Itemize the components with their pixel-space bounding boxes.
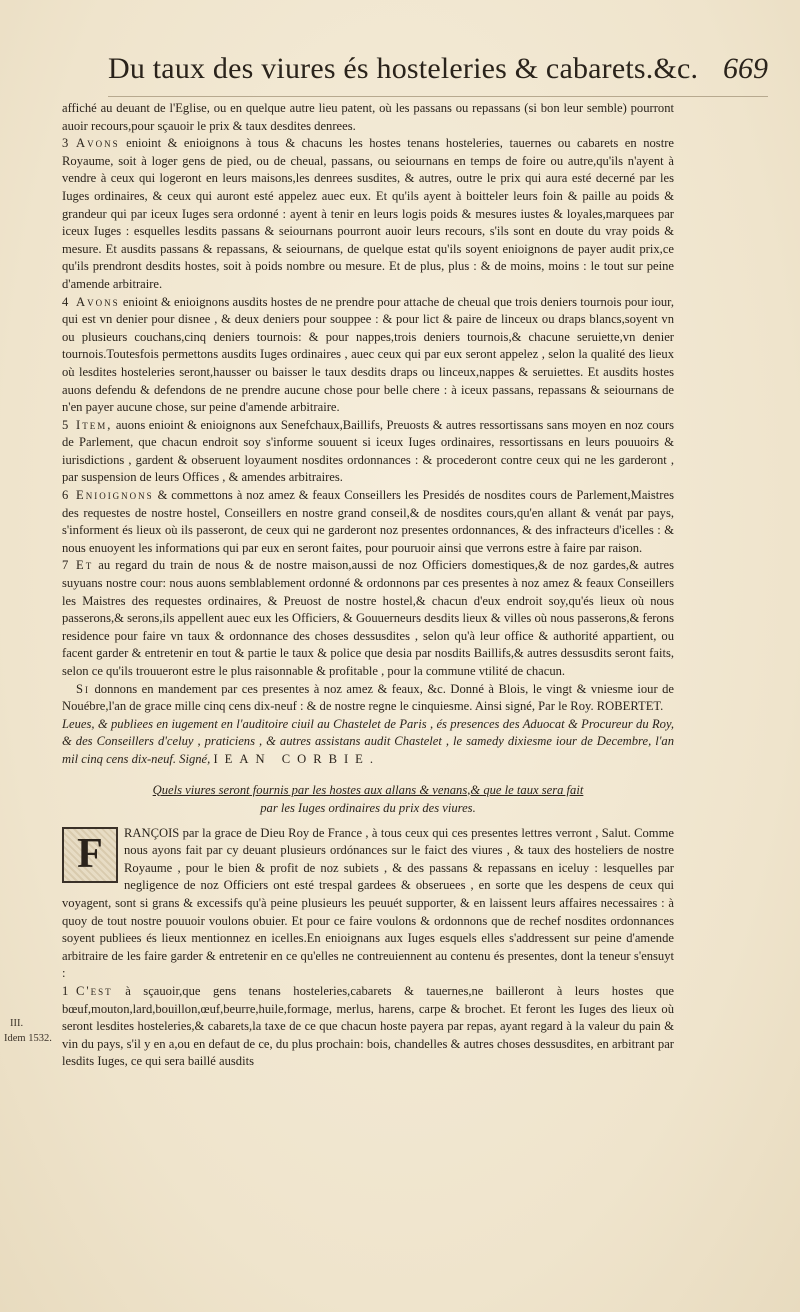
- registration-note: [62, 716, 674, 769]
- paragraph-text: donnons en mandement par ces presentes à noz amez & feaux, &c. Donné à Blois, le vingt & vniesme iour de Nouébre,l'an de grace mille cinq cens dix-neuf : & de nostre regne le cinquiesme. Ainsi signé, Par le Roy. ROBERTET.: [62, 681, 674, 714]
- decree-opening: [62, 825, 674, 983]
- ornamental-drop-cap: F: [62, 827, 118, 883]
- margin-note-roman: III.: [10, 1018, 24, 1029]
- registration-text: Leues, & publiees en iugement en l'auditoire ciuil au Chastelet de Paris , és presences des Aduocat & Procureur du Roy, & des Conseillers d'celuy , praticiens , & autres assistans audit Chastelet , le samedy dixiesme iour de Decembre, l'an mil cinq cens dix-neuf.: [62, 716, 674, 766]
- paragraph-6: [62, 487, 674, 557]
- paragraph-1: [62, 983, 674, 1071]
- paragraph-number: 1: [62, 983, 69, 998]
- paragraph-lead: Avons: [76, 294, 120, 309]
- paragraph-lead: Enioignons: [76, 488, 154, 503]
- paragraph-lead: Et: [76, 558, 94, 573]
- decree-text: RANÇOIS par la grace de Dieu Roy de France , à tous ceux qui ces presentes lettres verront , Salut. Comme nous ayons fait par cy deuant plusieurs ordónances sur le faict des viures , & taux des hosteliers de nostre Royaume , pour le bien & profit de noz subiets , & des passans & repassans en iceluy : lesquelles par negligence de noz Officiers ont esté trespal gardees & obseruees , en sorte que les despens de ceux qui voyagent, sont si grans & excessifs qu'à peine plusieurs les peuuét supporter, & en laissent leurs affaires necessaires : à quoy de tout nostre pouuoir voulons obuier. Et pour ce faire voulons & ordonnons que de rechef nosdites ordonnances soyent publiees és lieux mentionnez en icelles.En enioignans aux Iuges esquels elles s'addressent sur peine d'amende arbitraire de les faire garder & entretenir en ce qu'elles ne contreuiennent au contenu és presentes, dont la teneur s'ensuyt :: [62, 825, 674, 981]
- paragraph-number: 6: [62, 488, 69, 503]
- paragraph-text: auons enioint & enioignons aux Senefchaux,Baillifs, Preuosts & autres ressortissans sans moyen en noz cours de Parlement, que chacun endroit soy s'informe souuent si iceux Iuges ordinaires, ressortissans en leurs pouuoirs & iurisdictions , gardent & obseruent loyaument nosdites ordonnances : & procederont contre ceux qui ne les garderont , par suspension de leurs Offices , & amendes arbitraires.: [62, 417, 674, 485]
- signed-label: Signé,: [179, 751, 211, 766]
- margin-note-year: Idem 1532.: [4, 1033, 52, 1044]
- running-title: Du taux des viures és hosteleries & cabarets.&c.: [108, 52, 699, 85]
- paragraph-number: 3: [62, 136, 69, 151]
- paragraph-number: 7: [62, 558, 69, 573]
- paragraph-lead: C'est: [76, 983, 113, 998]
- paragraph-mandate: [62, 681, 674, 716]
- page-header: [108, 52, 768, 97]
- paragraph-3: [62, 135, 674, 293]
- paragraph-lead: Si: [76, 681, 91, 696]
- paragraph-text: enioint & enioignons ausdits hostes de ne prendre pour attache de cheual que trois deniers tournois pour iour, qui est vn denier pour disnee , & deux deniers pour souppee : & pour lict & paire de linceux ou draps blancs,soyent vn ou plusieurs couchans,cinq deniers tournois: & pour nappes,trois deniers tournois,& chacune seruiette,vn denier tournois.Toutesfois permettons ausdits Iuges ordinaires , auec ceux qui par eux seront appelez , selon la qualité des lieux où lesdites hosteleries seront,hausser ou baisser le taux desdits draps ou linceux,nappes & seruiettes. Et ausdits hostes auons defendu & defendons de ne prendre aucune chose pour belle chere : à iceux passans, repassans & seiournans de n'en payer aucune chose, sur peine d'amende arbitraire.: [62, 294, 674, 415]
- paragraph-number: 4: [62, 294, 69, 309]
- page-number: 669: [723, 52, 768, 85]
- subtitle-line-1: Quels viures seront fournis par les hostes aux allans & venans,& que le taux sera fait: [152, 782, 584, 797]
- paragraph-text: à sçauoir,que gens tenans hosteleries,cabarets & tauernes,ne bailleront à leurs hostes que bœuf,mouton,lard,bouillon,œuf,beurre,huile,formage, merlus, harens, carpe & brochet. Et feront les Iuges des lieux où seront lesdites hosteleries,& cabarets,la taxe de ce que chacun hoste payera par repas, ayant regard à la valeur du pain & vin du pays, s'il y en a,ou en defaut de ce, du plus prochain: bois, chandelles & autres choses dessusdites, en arbitrant par lesdits Iuges, ce qui sera baillé ausdits: [62, 983, 674, 1069]
- signature: IEAN CORBIE.: [213, 751, 381, 766]
- paragraph-4: [62, 294, 674, 417]
- paragraph-5: [62, 417, 674, 487]
- paragraph-text: & commettons à noz amez & feaux Conseillers les Presidés de nosdites cours de Parlement,Maistres des requestes de nostre hostel, Conseillers en nostre grand conseil,& de nosdites cours,qu'en allant & venát par pays, s'informent és lieux où ils passeront, de ceux qui ne garderont noz presentes ordonnances, & des infracteurs d'icelles : & nous enuoyent les informations qui par eux en seront faites, pour pouruoir ainsi que verrons estre à faire par raison.: [62, 488, 674, 555]
- paragraph-number: 5: [62, 417, 69, 432]
- decree-opening-block: [62, 825, 674, 983]
- paragraph-text: affiché au deuant de l'Eglise, ou en quelque autre lieu patent, où les passans ou repassans (si bon leur semble) pourront auoir recours,pour sçauoir le prix & taux desdites denrees.: [62, 101, 674, 133]
- paragraph-lead: Avons: [76, 136, 120, 151]
- paragraph-text: enioint & enioignons à tous & chacuns les hostes tenans hosteleries, tauernes ou cabarets en nostre Royaume, soit à loger gens de pied, ou de cheual, passans, ou seiournans en temps de foire ou autre,qu'ils n'ayent à vendre à ceux qui logeront en leurs maisons,les denrees susdites, & autres, outre le prix qui aura esté decerné par les Iuges ordinaires, & ceux qui auront esté appelez auec eux. Et qu'ils ayent à boitteler leurs foin & paille au poids & grandeur qui par iceux Iuges sera ordonné : ayent à tenir en leurs logis poids & mesures iustes & loyales,marquees par iceux Iuges : esquelles lesdits passans & seiournans pourront auoir leurs recours, s'ils sont en doute du vray poids & mesure. Et ausdits passans & repassans, & seiournans, de quelque estat qu'ils soyent enioignons de payer audit prix,ce qu'ils prendront desdits hostes, soit à poids nombre ou mesure. Et de plus, plus : & de moins, moins : le tout sur peine d'amende arbitraire.: [62, 136, 674, 291]
- paragraph-lead: Item,: [76, 417, 113, 432]
- subtitle-line-2: par les Iuges ordinaires du prix des viures.: [260, 800, 476, 815]
- page-body: [62, 100, 674, 1071]
- paragraph-7: [62, 557, 674, 680]
- section-subtitle: [62, 781, 674, 817]
- paragraph-continuation: [62, 100, 674, 135]
- paragraph-text: au regard du train de nous & de nostre maison,aussi de noz Officiers domestiques,& de noz gardes,& autres suyuans nostre cour: nous auons semblablement ordonné & ordonnons par ces presentes à noz amez & feaux Conseillers les Maistres des requestes ordinaires, & Preuost de nostre hostel,& chacun d'eux endroit soy,qu'és lieux où nous passerons,& serons,ils appellent auec eux les Officiers, & Gouuerneurs desdits lieux & villes où nous passerons,& ferons residence pour faire vn taux & ordonnance des choses dessusdites , selon qu'à leur office & authorité appartient, ou facent garder & entretenir en tout & partie le taux & police que desia par nosdits Baillifs,& autres dessusdits seront faits, selon ce qu'ils trouueront estre le plus raisonnable & profitable , pour la commune vtilité de chacun.: [62, 558, 674, 678]
